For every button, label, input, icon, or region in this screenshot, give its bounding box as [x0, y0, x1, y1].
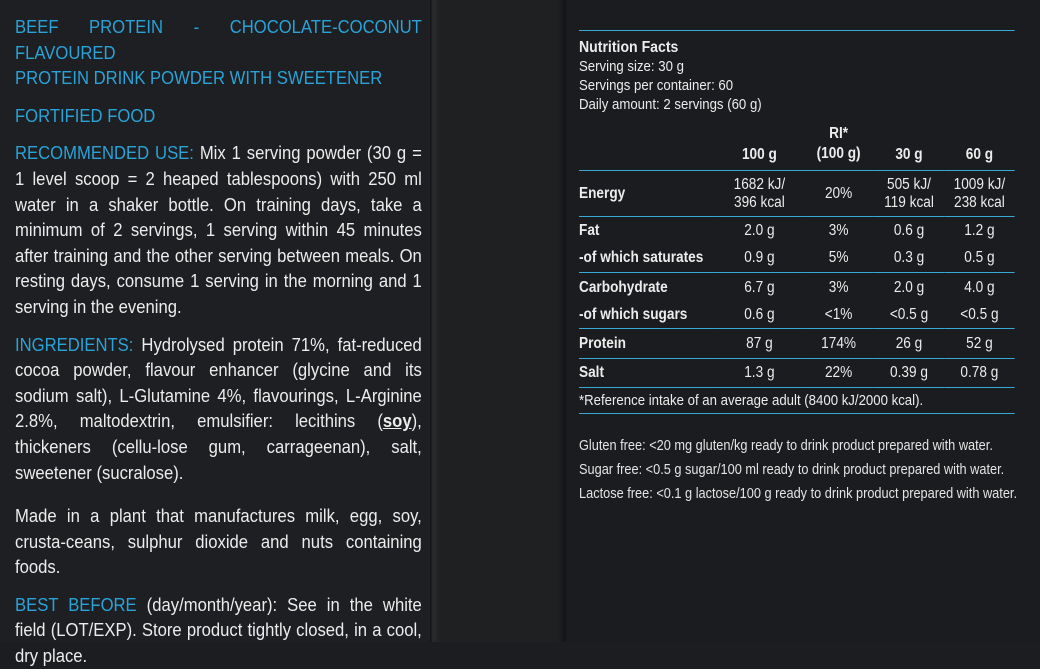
table-row-energy: [579, 171, 1015, 217]
carbohydrate-100g: 6.7 g: [715, 273, 803, 303]
daily-amount: Daily amount: 2 servings (60 g): [579, 96, 762, 113]
fat-ri: 3%: [803, 217, 873, 245]
energy-60g-kj: 1009 kJ/: [953, 175, 1006, 193]
product-title-line1: BEEF PROTEIN - CHOCOLATE-COCONUT FLAVOURED: [15, 16, 422, 63]
salt-60g: 0.78 g: [944, 359, 1014, 388]
table-row-fat: [579, 217, 1015, 245]
gluten-free-note: Gluten free: <20 mg gluten/kg ready to drink product prepared with water.: [579, 438, 993, 454]
ri-line2: (100 g): [816, 145, 861, 162]
saturates-60g: 0.5 g: [964, 249, 995, 267]
sugars-60g: <0.5 g: [960, 306, 999, 324]
salt-100g: 1.3 g: [715, 359, 803, 388]
lactose-free-note: Lactose free: <0.1 g lactose/100 g ready to drink product prepared with water.: [579, 486, 1018, 502]
best-before-text: (day/month/year): See in the white field (LOT/EXP). Store product tightly closed, in a cool, dry place.: [15, 593, 422, 667]
protein-30g: 26 g: [874, 329, 944, 359]
table-header-row: [579, 120, 1015, 171]
saturates-100g: 0.9 g: [744, 249, 775, 267]
col-header-ri: [803, 120, 873, 171]
nutrition-heading: Nutrition Facts: [579, 39, 679, 56]
product-title: [15, 14, 422, 91]
protein-100g: 87 g: [715, 329, 803, 359]
ri-line1: RI*: [829, 125, 849, 142]
row-label-saturates: -of which saturates: [579, 249, 704, 267]
allergen-statement: Made in a plant that manufactures milk, egg, soy, crusta-ceans, sulphur dioxide and nuts containing foods.: [15, 505, 422, 578]
recommended-use-text: Mix 1 serving powder (30 g = 1 level scoop = 2 heaped tablespoons) with 250 ml water in a shaker bottle. On training days, take a minimum of 2 servings, 1 serving within 45 minutes after training and the other serving between meals. On resting days, consume 1 serving in the morning and 1 serving in the evening.: [15, 142, 422, 317]
row-label-energy: Energy: [579, 171, 715, 217]
fortified-food-label: FORTIFIED FOOD: [15, 104, 156, 126]
nutrition-facts: [579, 30, 1015, 414]
nutrition-header: [579, 31, 1015, 120]
energy-30g-kj: 505 kJ/: [887, 175, 931, 193]
saturates-ri: 5%: [828, 249, 849, 267]
table-row-carbohydrate: [579, 273, 1015, 303]
row-label-sugars: -of which sugars: [579, 306, 688, 324]
sugars-30g: <0.5 g: [889, 306, 929, 324]
serving-size: Serving size: 30 g: [579, 58, 684, 75]
salt-30g: 0.39 g: [874, 359, 944, 388]
recommended-use-label: RECOMMENDED USE:: [15, 142, 194, 164]
table-row-salt: [579, 359, 1015, 388]
table-row-saturates: [579, 245, 1015, 273]
energy-60g: [944, 171, 1014, 217]
table-row-sugars: [579, 303, 1015, 329]
sugar-free-note: Sugar free: <0.5 g sugar/100 ml ready to drink product prepared with water.: [579, 462, 1005, 478]
saturates-30g: 0.3 g: [893, 249, 925, 267]
energy-60g-kcal: 238 kcal: [953, 193, 1005, 211]
allergen-soy: soy: [382, 410, 412, 432]
col-header-60g: 60 g: [965, 146, 994, 163]
ingredients: [15, 332, 422, 486]
product-description: [15, 14, 422, 669]
best-before-label: BEST BEFORE: [15, 593, 137, 615]
carbohydrate-ri: 3%: [803, 273, 873, 303]
row-label-carbohydrate: Carbohydrate: [579, 273, 715, 303]
reference-intake-footnote: *Reference intake of an average adult (8400 kJ/2000 kcal).: [579, 388, 1015, 410]
col-header-100g: 100 g: [741, 146, 777, 163]
ingredients-label: INGREDIENTS:: [15, 333, 134, 355]
fat-30g: 0.6 g: [874, 217, 944, 245]
protein-60g: 52 g: [944, 329, 1014, 359]
carbohydrate-30g: 2.0 g: [874, 273, 944, 303]
free-from-notes: [579, 434, 1017, 506]
row-label-fat: Fat: [579, 217, 715, 245]
sugars-100g: 0.6 g: [744, 306, 775, 324]
energy-30g: [874, 171, 944, 217]
ingredients-text-after: ), thickeners (cellu-lose gum, carrageenan), salt, sweetener (sucralose).: [15, 410, 422, 483]
ingredients-text-before: Hydrolysed protein 71%, fat-reduced cocoa powder, flavour enhancer (glycine and its sodium salt), L-Glutamine 4%, flavourings, L-Arginine 2.8%, maltodextrin, emulsifier: lecithins (: [15, 333, 422, 432]
table-footnote-row: [579, 388, 1015, 410]
rule-bottom: [579, 413, 1015, 414]
protein-ri: 174%: [803, 329, 873, 359]
energy-100g: [715, 171, 803, 217]
energy-100g-kj: 1682 kJ/: [733, 175, 786, 193]
servings-per-container: Servings per container: 60: [579, 77, 734, 94]
product-title-line2: PROTEIN DRINK POWDER WITH SWEETENER: [15, 67, 383, 89]
col-header-30g: 30 g: [895, 146, 923, 163]
salt-ri: 22%: [803, 359, 873, 388]
energy-ri: 20%: [803, 171, 873, 217]
row-label-protein: Protein: [579, 329, 715, 359]
energy-30g-kcal: 119 kcal: [884, 193, 934, 211]
recommended-use: [15, 140, 422, 319]
fat-60g: 1.2 g: [944, 217, 1014, 245]
sugars-ri: <1%: [824, 306, 853, 324]
table-row-protein: [579, 329, 1015, 359]
energy-100g-kcal: 396 kcal: [733, 193, 785, 211]
carbohydrate-60g: 4.0 g: [944, 273, 1014, 303]
best-before: [15, 592, 422, 669]
panel-divider: [430, 0, 566, 642]
row-label-salt: Salt: [579, 359, 715, 388]
nutrition-table: [579, 120, 1015, 409]
fat-100g: 2.0 g: [715, 217, 803, 245]
